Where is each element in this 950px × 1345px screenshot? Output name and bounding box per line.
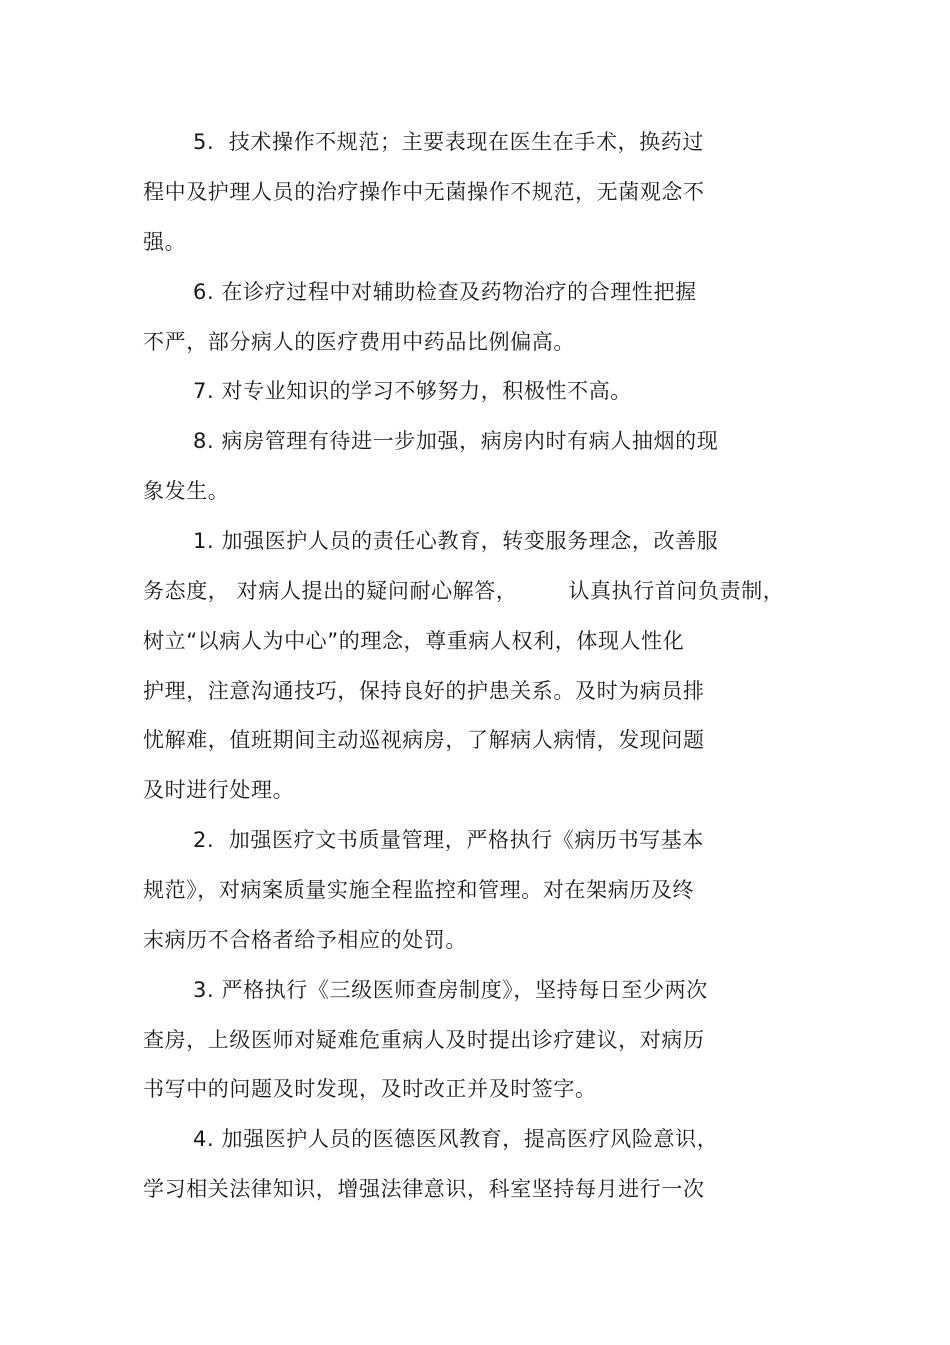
text-line: 末病历不合格者给予相应的处罚。: [143, 928, 467, 952]
text-line: 及时进行处理。: [143, 778, 295, 802]
text-line: 树立“以病人为中心”的理念，尊重病人权利，体现人性化: [143, 629, 685, 653]
text-line: 强。: [143, 230, 187, 254]
text-line: 护理，注意沟通技巧，保持良好的护患关系。及时为病员排: [143, 679, 705, 703]
text-line: 规范》，对病案质量实施全程监控和管理。对在架病历及终: [143, 878, 695, 902]
text-line: 3. 严格执行《三级医师查房制度》，坚持每日至少两次: [193, 978, 708, 1002]
text-line: 4. 加强医护人员的医德医风教育，提高医疗风险意识，: [193, 1127, 719, 1151]
text-line: 8. 病房管理有待进一步加强，病房内时有病人抽烟的现: [193, 429, 719, 453]
text-line: 不严，部分病人的医疗费用中药品比例偏高。: [143, 330, 575, 354]
text-line: 2. 加强医疗文书质量管理，严格执行《病历书写基本: [193, 828, 704, 852]
text-line: 象发生。: [143, 479, 230, 503]
text-line: 查房，上级医师对疑难危重病人及时提出诊疗建议，对病历: [143, 1028, 705, 1052]
text-line: 1. 加强医护人员的责任心教育，转变服务理念，改善服: [193, 529, 719, 553]
text-line: 学习相关法律知识，增强法律意识，科室坚持每月进行一次: [143, 1177, 705, 1201]
text-line: 7. 对专业知识的学习不够努力，积极性不高。: [193, 379, 632, 403]
text-line: 书写中的问题及时发现，及时改正并及时签字。: [143, 1077, 597, 1101]
text-line: 6. 在诊疗过程中对辅助检查及药物治疗的合理性把握: [193, 280, 697, 304]
text-line: 5. 技术操作不规范；主要表现在医生在手术，换药过: [193, 130, 704, 154]
text-line: 程中及护理人员的治疗操作中无菌操作不规范，无菌观念不: [143, 180, 705, 204]
text-line: 务态度， 对病人提出的疑问耐心解答， 认真执行首问负责制，: [143, 579, 785, 603]
text-line: 忧解难，值班期间主动巡视病房，了解病人病情，发现问题: [143, 728, 705, 752]
